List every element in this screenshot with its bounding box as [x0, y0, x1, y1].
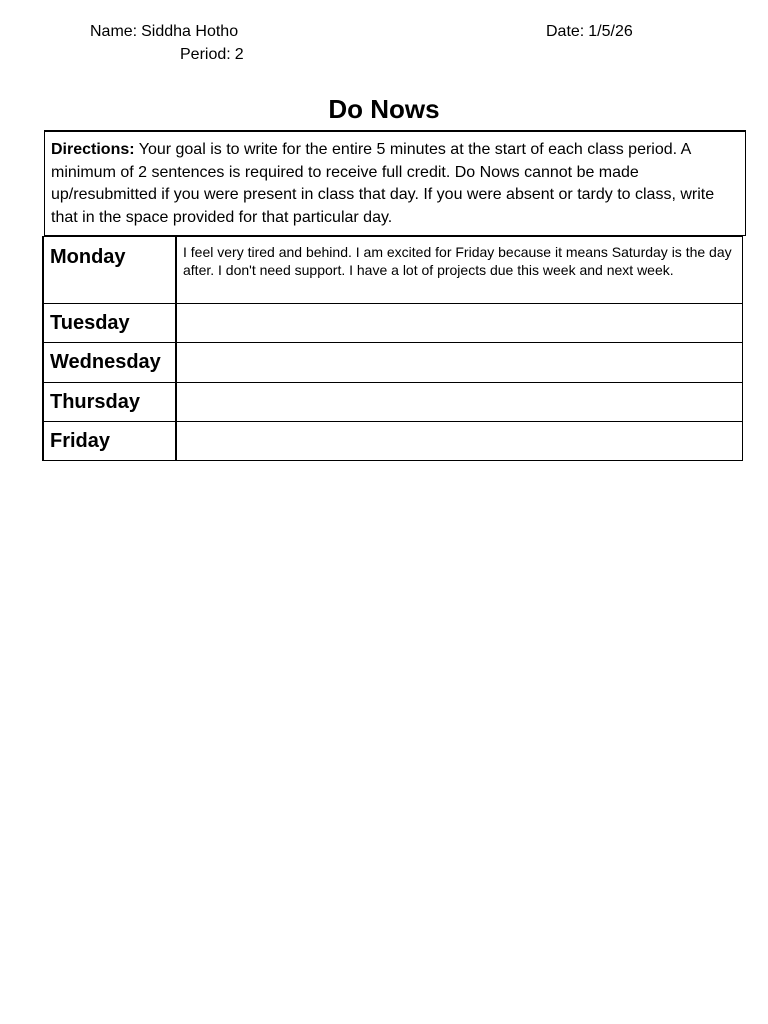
name-label: Name:: [90, 23, 138, 40]
date-value[interactable]: 1/5/26: [588, 23, 633, 40]
directions-text: Your goal is to write for the entire 5 minutes at the start of each class period. A minimum of 2 sentences is required to receive full credit. Do Nows cannot be made up/resubmitted if you were present in class that day. If you were absent or tardy to class, write that in the space provided for that particular day.: [51, 141, 715, 226]
directions-label: Directions:: [51, 141, 135, 158]
date-label: Date:: [546, 23, 585, 40]
day-label-friday: Friday: [43, 422, 176, 461]
entry-cell-tuesday[interactable]: [176, 304, 743, 343]
entry-cell-wednesday[interactable]: [176, 343, 743, 383]
day-label-thursday: Thursday: [43, 383, 176, 422]
table-row-friday: [43, 422, 743, 461]
day-label-wednesday: Wednesday: [43, 343, 176, 383]
entry-cell-thursday[interactable]: [176, 383, 743, 422]
do-now-table: [42, 236, 743, 461]
name-value[interactable]: Siddha Hotho: [141, 23, 239, 40]
table-row-monday: [43, 237, 743, 304]
table-row-tuesday: [43, 304, 743, 343]
period-value[interactable]: 2: [234, 46, 244, 63]
table-row-wednesday: [43, 343, 743, 383]
table-row-thursday: [43, 383, 743, 422]
entry-cell-friday[interactable]: [176, 422, 743, 461]
entry-cell-monday[interactable]: I feel very tired and behind. I am excited for Friday because it means Saturday is the day after. I don't need support. I have a lot of projects due this week and next week.: [176, 237, 743, 304]
day-label-monday: Monday: [43, 237, 176, 304]
period-line: [180, 46, 244, 64]
name-line: [90, 23, 238, 41]
period-label: Period:: [180, 46, 231, 63]
directions-box: [44, 130, 746, 236]
page-title: Do Nows: [328, 94, 440, 124]
date-line: [546, 23, 633, 41]
day-label-tuesday: Tuesday: [43, 304, 176, 343]
